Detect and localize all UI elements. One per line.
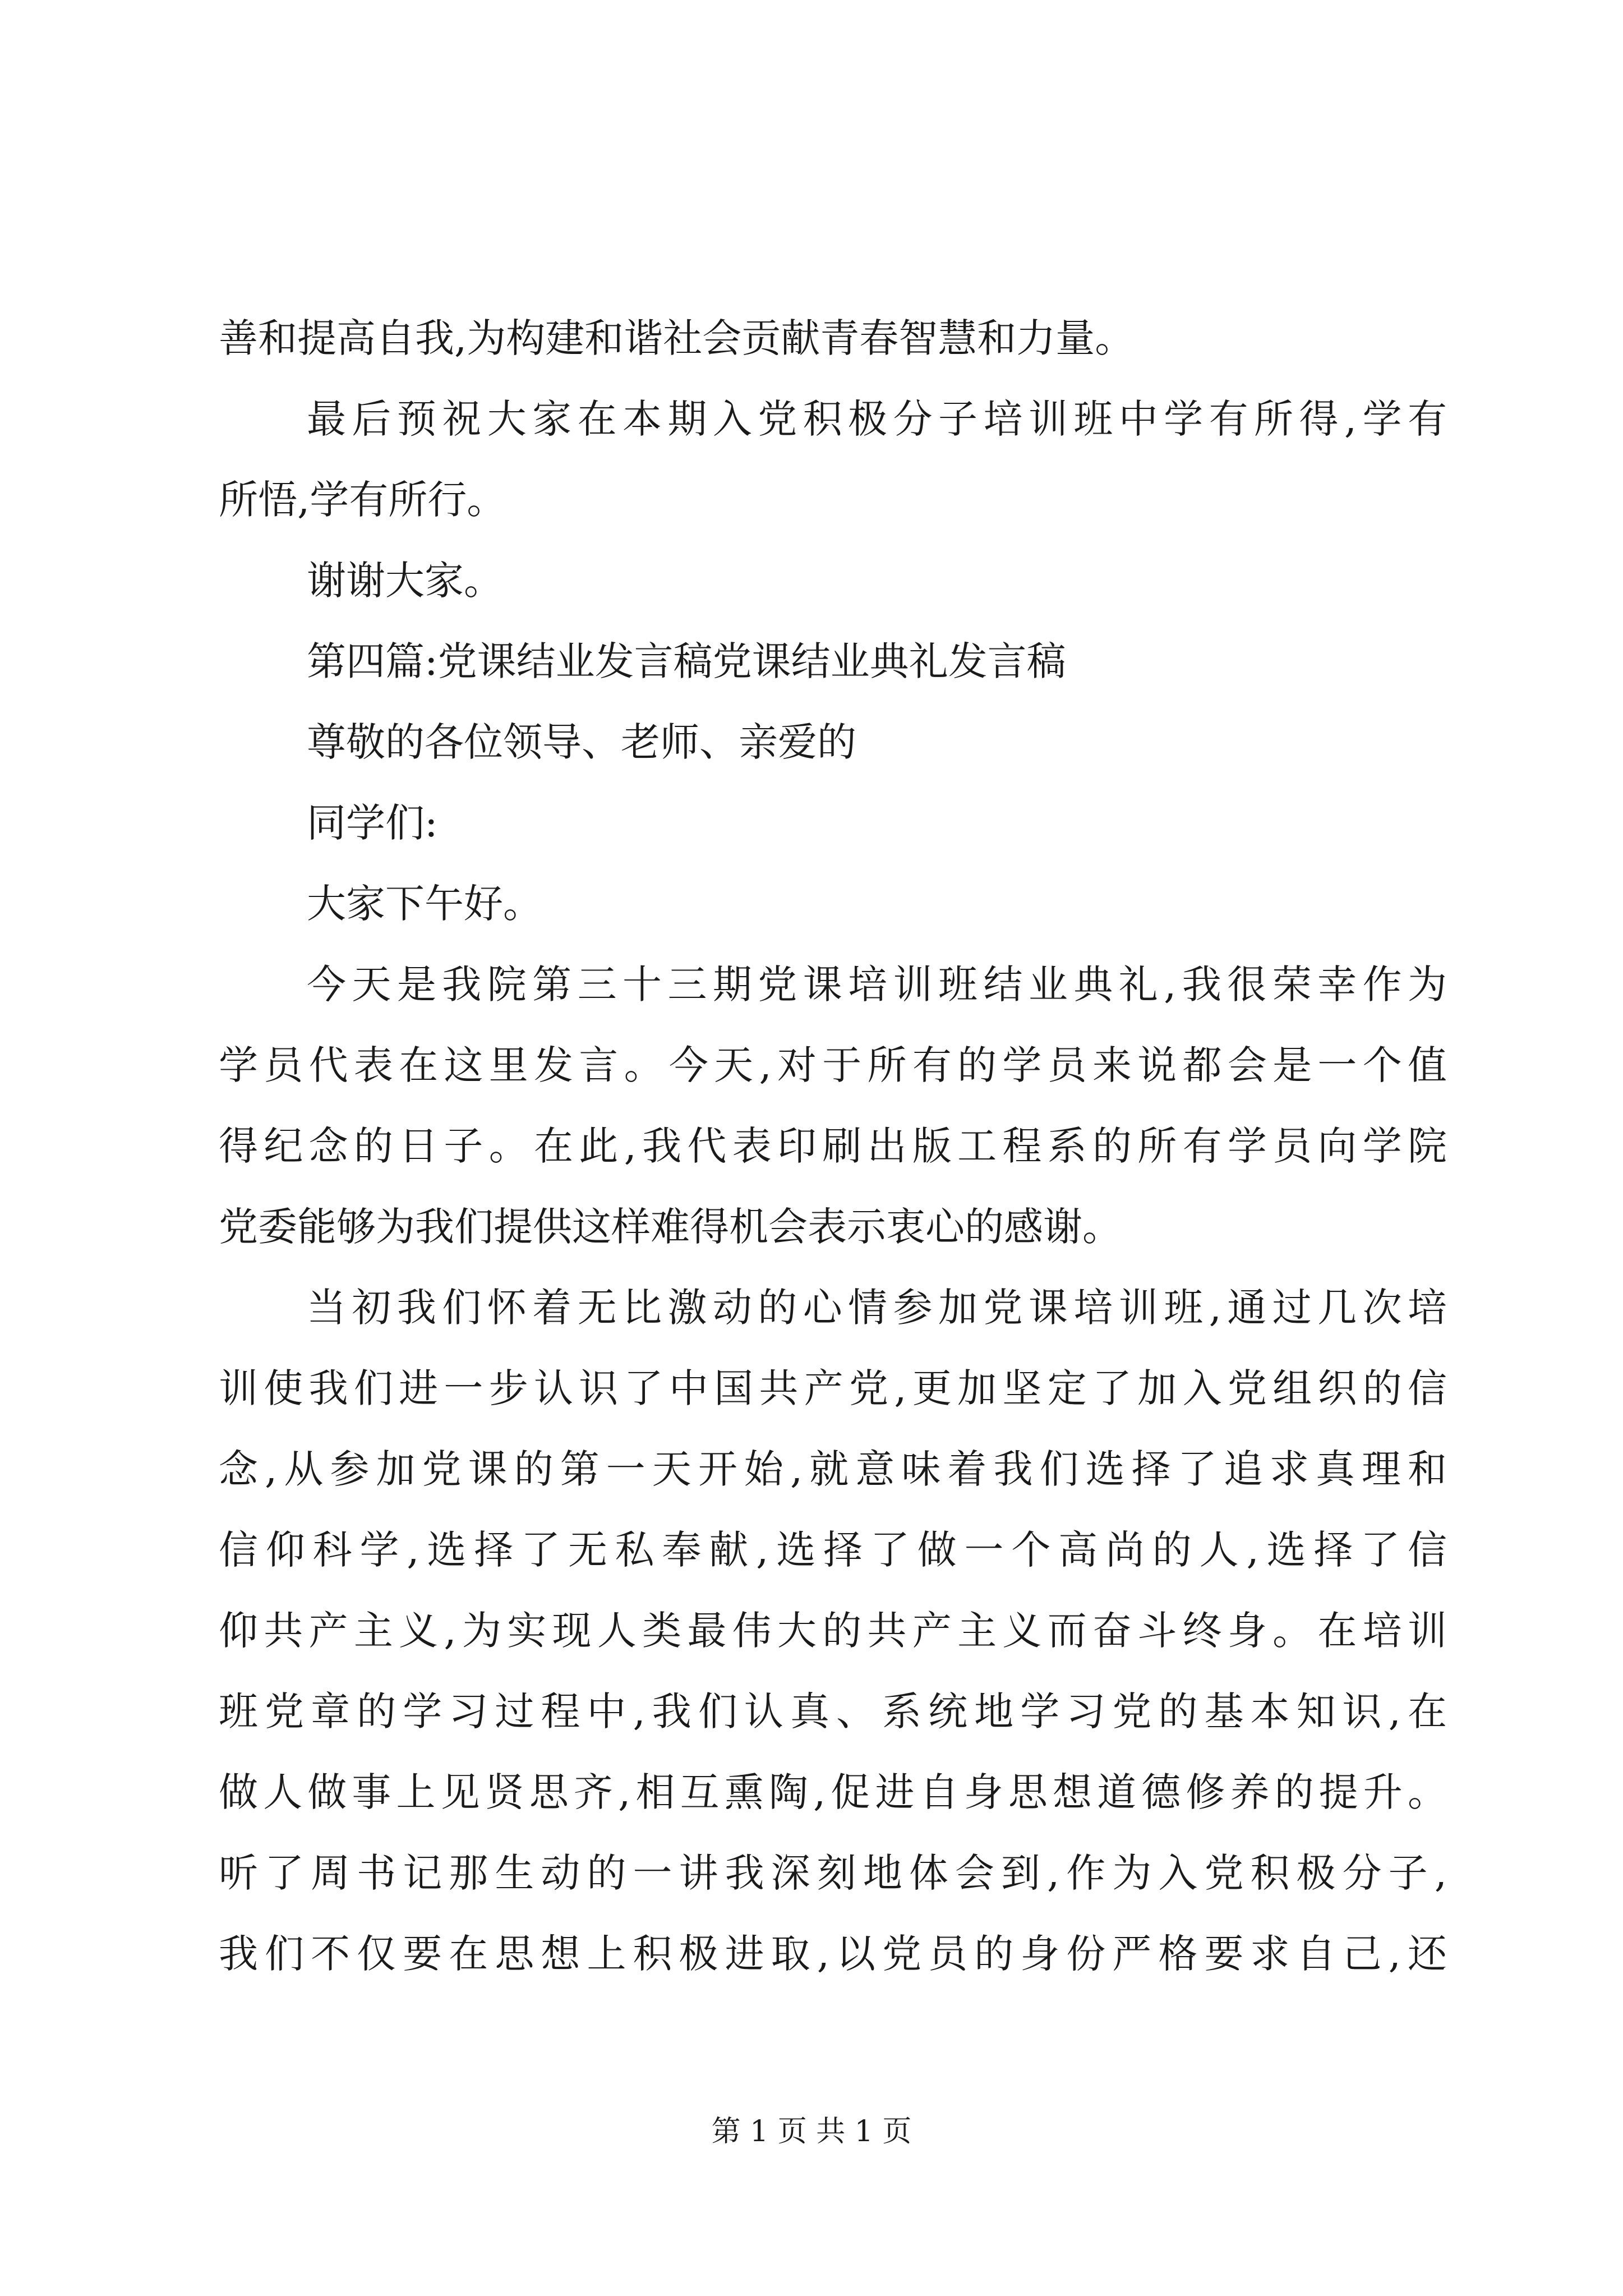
text-line: 训使我们进一步认识了中国共产党,更加坚定了加入党组织的信 [219, 1365, 1447, 1411]
section-heading: 第四篇:党课结业发言稿党课结业典礼发言稿 [307, 638, 1066, 684]
page-number-footer: 第 1 页 共 1 页 [711, 2115, 912, 2148]
text-line: 学员代表在这里发言。今天,对于所有的学员来说都会是一个值 [219, 1042, 1447, 1088]
text-line: 仰共产主义,为实现人类最伟大的共产主义而奋斗终身。在培训 [219, 1608, 1447, 1654]
text-line: 所悟,学有所行。 [219, 477, 506, 523]
text-line: 得纪念的日子。在此,我代表印刷出版工程系的所有学员向学院 [219, 1123, 1447, 1169]
text-line: 谢谢大家。 [307, 558, 503, 604]
text-line: 大家下午好。 [307, 881, 542, 927]
text-line: 善和提高自我,为构建和谐社会贡献青春智慧和力量。 [219, 315, 1135, 361]
text-line: 党委能够为我们提供这样难得机会表示衷心的感谢。 [219, 1204, 1122, 1250]
text-line: 我们不仅要在思想上积极进取,以党员的身份严格要求自己,还 [219, 1931, 1447, 1977]
text-line: 尊敬的各位领导、老师、亲爱的 [307, 719, 856, 765]
text-line: 做人做事上见贤思齐,相互熏陶,促进自身思想道德修养的提升。 [219, 1769, 1447, 1815]
text-line: 同学们: [307, 800, 438, 846]
text-line: 当初我们怀着无比激动的心情参加党课培训班,通过几次培 [307, 1285, 1447, 1331]
text-line: 最后预祝大家在本期入党积极分子培训班中学有所得,学有 [307, 396, 1447, 442]
text-line: 今天是我院第三十三期党课培训班结业典礼,我很荣幸作为 [307, 961, 1447, 1007]
text-line: 听了周书记那生动的一讲我深刻地体会到,作为入党积极分子, [219, 1850, 1447, 1896]
text-line: 念,从参加党课的第一天开始,就意味着我们选择了追求真理和 [219, 1446, 1447, 1492]
text-line: 信仰科学,选择了无私奉献,选择了做一个高尚的人,选择了信 [219, 1527, 1447, 1573]
text-line: 班党章的学习过程中,我们认真、系统地学习党的基本知识,在 [219, 1688, 1447, 1734]
